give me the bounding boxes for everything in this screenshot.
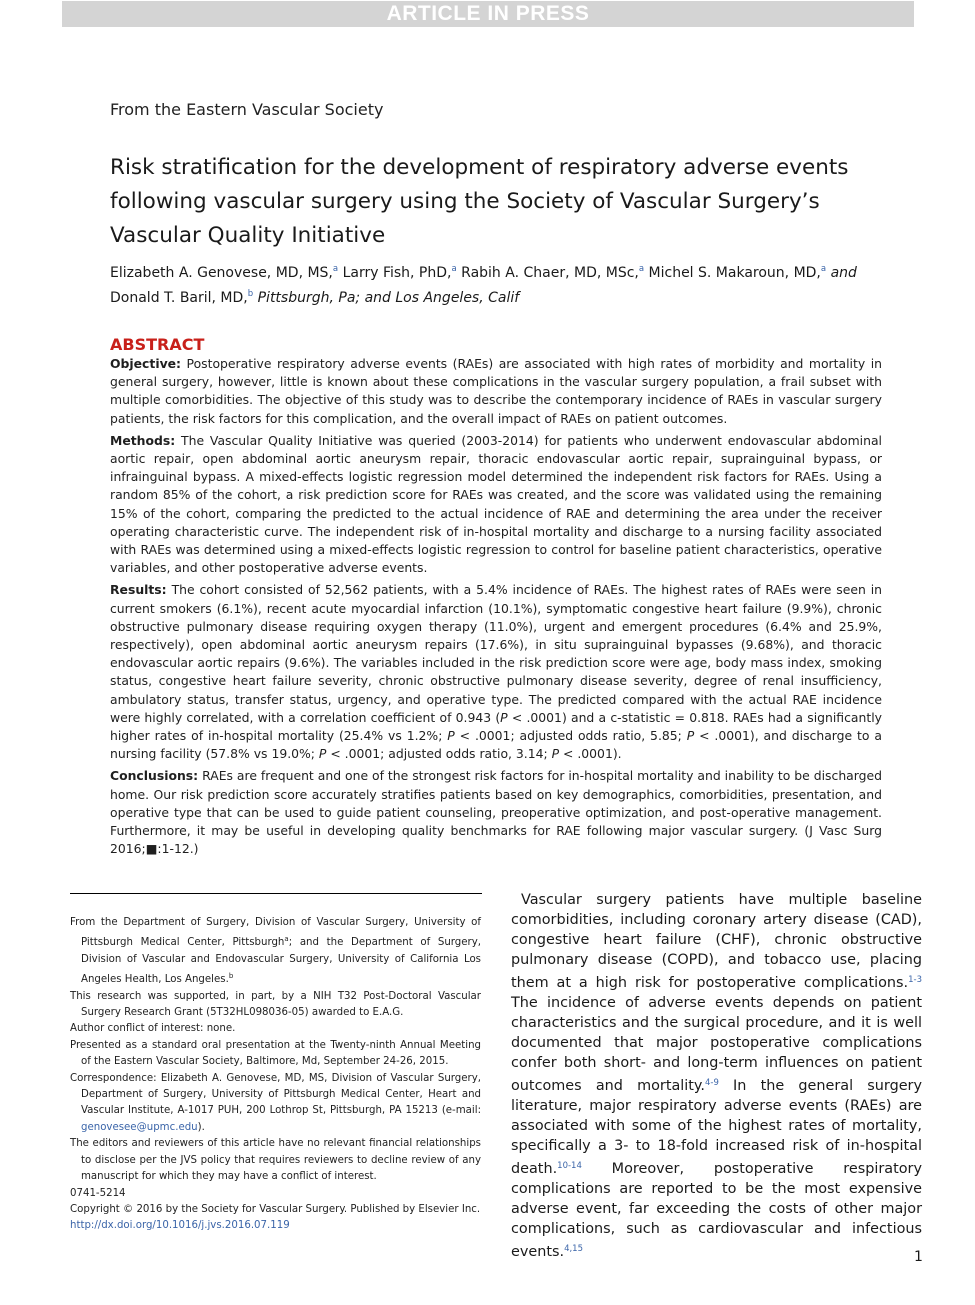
body-sentence: The incidence of adverse events depends on patient characteristics and the surgical procedure, and it is well documented that major postoperative complications confer both short- and long-term influences on patient outcomes and mortality. xyxy=(511,995,922,1094)
affiliation-mark[interactable]: a xyxy=(820,264,827,274)
author-list xyxy=(110,259,882,309)
footnote-support: This research was supported, in part, by a NIH T32 Post-Doctoral Vascular Surgery Research Grant (5T32HL098036-05) awarded to E.A.G. xyxy=(70,990,481,1019)
correspondence-end: ). xyxy=(197,1121,205,1133)
p-value-symbol: P xyxy=(447,728,455,744)
citation-link[interactable]: 1-3 xyxy=(908,975,922,985)
abstract-heading: ABSTRACT xyxy=(110,335,205,354)
intro-column xyxy=(511,890,922,1262)
citation-link[interactable]: 4-9 xyxy=(704,1078,719,1088)
society-label: From the Eastern Vascular Society xyxy=(110,100,384,119)
footnote-conflict: Author conflict of interest: none. xyxy=(70,1023,236,1035)
author-name: Rabih A. Chaer, MD, MSc, xyxy=(461,265,639,281)
p-value-symbol: P xyxy=(318,746,327,762)
citation-link[interactable]: 10-14 xyxy=(557,1161,582,1171)
abstract-body xyxy=(110,355,882,862)
footnote-editors: The editors and reviewers of this article have no relevant financial relationships to disclose per the JVS policy that requires reviewers to decline review of any manuscript for which they may have a conflict of interest. xyxy=(70,1138,481,1183)
objective-label: Objective: xyxy=(110,356,182,371)
footnote-issn: 0741-5214 xyxy=(70,1187,126,1199)
affiliation-mark[interactable]: a xyxy=(332,264,339,274)
abstract-methods xyxy=(110,432,882,578)
abstract-results xyxy=(110,581,882,763)
affiliation-text: From the Department of Surgery, Division of Vascular Surgery, University of Pittsburgh Medical Center, Pittsburgh xyxy=(70,917,481,949)
methods-text: The Vascular Quality Initiative was queried (2003-2014) for patients who underwent endovascular abdominal aortic repair, open abdominal aortic aneurysm repair, thoracic endovascular aortic repair, suprainguinal bypass, or infrainguinal bypass. A mixed-effects logistic regression model determined the independent risk factors for RAEs. Using a random 85% of the cohort, a risk prediction score for RAEs was created, and the score was validated using the remaining 15% of the cohort, comparing the predicted to the actual incidence of RAE and determining the area under the receiver operating characteristic curve. The independent risk of in-hospital mortality and discharge to a nursing facility associated with RAEs was determined using a mixed-effects logistic regression to control for baseline patient characteristics, operative variables, and other postoperative adverse events. xyxy=(110,432,882,576)
author-name: Larry Fish, PhD, xyxy=(342,265,452,281)
footnote-divider xyxy=(70,893,482,894)
affiliation-mark[interactable]: a xyxy=(638,264,645,274)
affiliation-text: ; and the Department of Surgery, Division of Vascular and Endovascular Surgery, University of California Los Angeles Health, Los Angeles. xyxy=(81,937,481,986)
results-text: < .0001). xyxy=(559,746,622,762)
affiliation-mark: b xyxy=(228,972,234,981)
p-value-symbol: P xyxy=(686,728,695,744)
page-number: 1 xyxy=(914,1249,923,1265)
author-name: Donald T. Baril, MD, xyxy=(110,290,248,306)
and-word: and xyxy=(830,265,857,281)
doi-link[interactable]: http://dx.doi.org/10.1016/j.jvs.2016.07.119 xyxy=(70,1220,290,1232)
footnotes xyxy=(70,915,481,1235)
footnote-correspondence xyxy=(70,1071,481,1137)
results-text: < .0001), and discharge to a nursing facility (57.8% vs 19.0%; xyxy=(110,728,882,762)
affiliation-mark: a xyxy=(284,935,289,944)
results-text: < .0001; adjusted odds ratio, 5.85; xyxy=(454,728,687,744)
email-link[interactable]: genovesee@upmc.edu xyxy=(81,1121,198,1133)
body-sentence: In the general surgery literature, major respiratory adverse events (RAEs) are associated with some of the highest rates of mortality, specifically a 3- to 18-fold increased risk of in-hospital death. xyxy=(511,1078,922,1177)
results-label: Results: xyxy=(110,582,167,598)
intro-paragraph xyxy=(511,890,922,1262)
conclusions-text: RAEs are frequent and one of the strongest risk factors for in-hospital mortality and inability to be discharged home. Our risk prediction score accurately stratifies patients based on key demographics, comorbidities, presentation, and operative type that can be used to guide patient counseling, preoperative optimization, and post-operative management. Furthermore, it may be useful in developing quality benchmarks for RAE following major vascular surgery. (J Vasc Surg 2016;■:1-12.) xyxy=(110,768,882,857)
citation-link[interactable]: 4,15 xyxy=(564,1244,583,1254)
conclusions-label: Conclusions: xyxy=(110,768,199,784)
correspondence-text: Correspondence: Elizabeth A. Genovese, MD, MS, Division of Vascular Surgery, Department of Surgery, University of Pittsburgh Medical Center, Heart and Vascular Institute, A-1017 PUH, 200 Lothrop St, Pittsburgh, PA 15213 (e-mail: xyxy=(70,1072,481,1117)
footnote-affiliations xyxy=(70,915,481,989)
methods-label: Methods: xyxy=(110,432,176,448)
body-sentence: Moreover, postoperative respiratory complications are reported to be the most expensive adverse event, far exceeding the costs of other major complications, such as cardiovascular and infectious events. xyxy=(511,1161,922,1260)
affiliation-mark[interactable]: a xyxy=(451,264,457,274)
affiliation-mark[interactable]: b xyxy=(247,289,254,299)
results-text: < .0001; adjusted odds ratio, 3.14; xyxy=(326,746,552,762)
results-text: < .0001) and a c-statistic = 0.818. RAEs had a significantly higher rates of in-hospital mortality (25.4% vs 1.2%; xyxy=(110,709,882,744)
article-title: Risk stratification for the development of respiratory adverse events following vascular surgery using the Society of Vascular Surgery’s Vascular Quality Initiative xyxy=(110,155,849,248)
author-name: Michel S. Makaroun, MD, xyxy=(648,265,821,281)
author-name: Elizabeth A. Genovese, MD, MS, xyxy=(110,265,333,281)
results-text: The cohort consisted of 52,562 patients, with a 5.4% incidence of RAEs. The highest rates of RAEs were seen in current smokers (6.1%), recent acute myocardial infarction (10.1%), symptomatic congestive heart failure (9.9%), chronic obstructive pulmonary disease requiring oxygen therapy (11.0%), urgent and emergent procedures (6.4% and 25.9%, respectively), open abdominal aortic aneurysm repairs (17.6%), in situ suprainguinal bypasses (9.68%), and thoracic endovascular aortic repairs (9.6%). The variables included in the risk prediction score were age, body mass index, smoking status, congestive heart failure severity, chronic obstructive pulmonary disease severity, degree of renal insufficiency, ambulatory status, transfer status, urgency, and operative type. The predicted compared with the actual RAE incidence were highly correlated, with a correlation coefficient of 0.943 ( xyxy=(110,582,882,725)
author-location: Pittsburgh, Pa; and Los Angeles, Calif xyxy=(257,290,520,306)
body-sentence: Vascular surgery patients have multiple baseline comorbidities, including coronary artery disease (CAD), congestive heart failure (CHF), chronic obstructive pulmonary disease (COPD), and tobacco use, placing them at a high risk for postoperative complications. xyxy=(511,892,922,991)
article-in-press-banner: ARTICLE IN PRESS xyxy=(62,1,914,27)
abstract-conclusions xyxy=(110,767,882,858)
p-value-symbol: P xyxy=(551,746,560,762)
p-value-symbol: P xyxy=(500,709,508,725)
footnote-copyright: Copyright © 2016 by the Society for Vascular Surgery. Published by Elsevier Inc. xyxy=(70,1203,481,1215)
objective-text: Postoperative respiratory adverse events (RAEs) are associated with high rates of morbidity and mortality in general surgery, however, little is known about these complications in the vascular surgery population, a frail subset with multiple comorbidities. The objective of this study was to describe the contemporary incidence of RAEs in vascular surgery patients, the risk factors for this complication, and the overall impact of RAEs on patient outcomes. xyxy=(110,356,882,426)
footnote-presented: Presented as a standard oral presentation at the Twenty-ninth Annual Meeting of the Eastern Vascular Society, Baltimore, Md, September 24-26, 2015. xyxy=(70,1039,481,1068)
abstract-objective xyxy=(110,355,882,428)
